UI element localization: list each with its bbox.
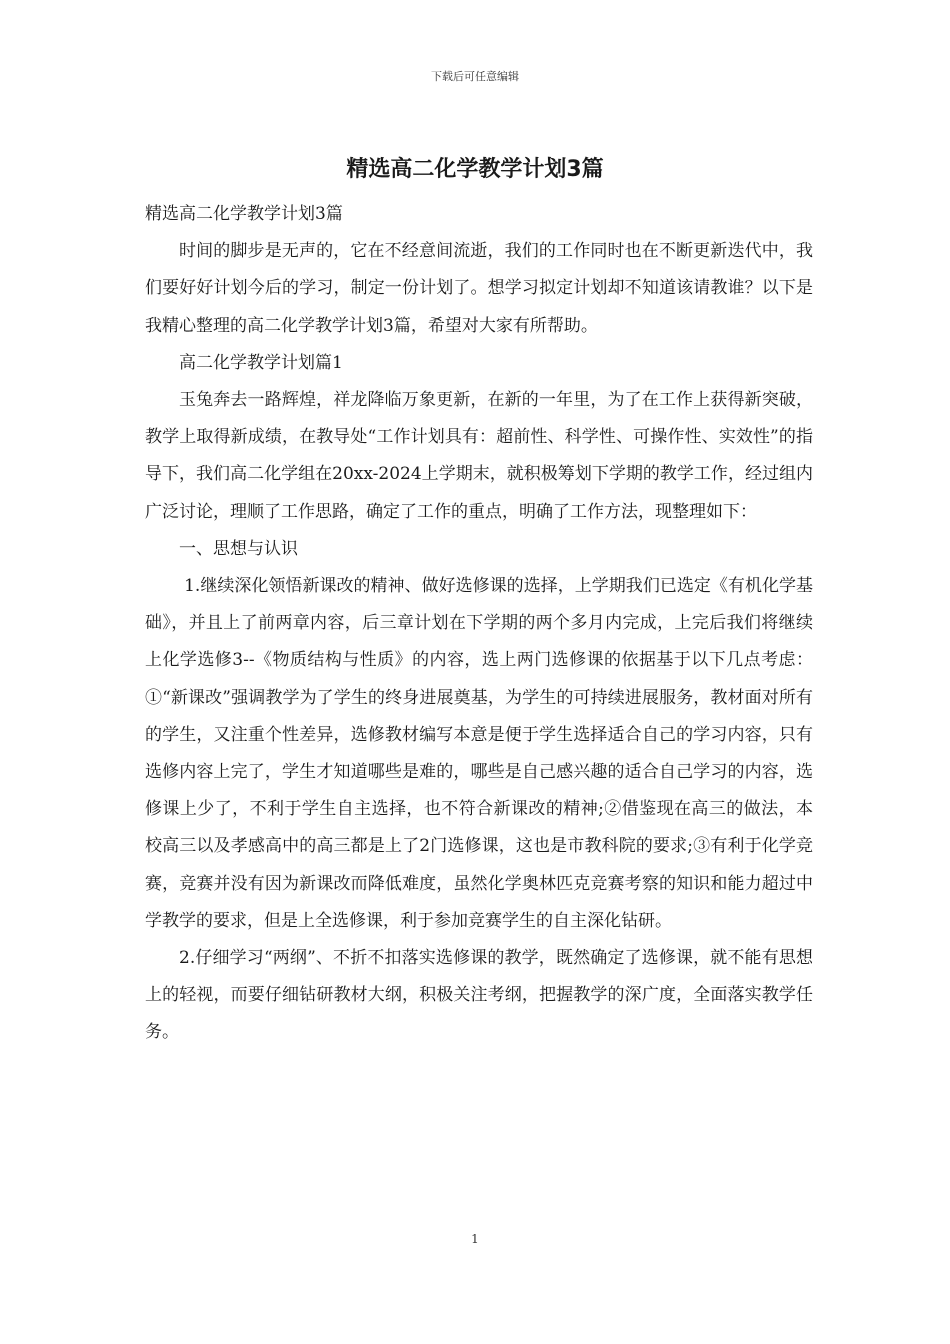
subtitle-paragraph: 精选高二化学教学计划3篇: [145, 204, 343, 224]
item-2-paragraph: 2.仔细学习“两纲”、不折不扣落实选修课的教学，既然确定了选修课，就不能有思想上的轻视，而要仔细钻研教材大纲，积极关注考纲，把握教学的深广度，全面落实教学任务。: [145, 948, 813, 1043]
plan-1-intro-paragraph: 玉兔奔去一路辉煌，祥龙降临万象更新，在新的一年里，为了在工作上获得新突破，教学上取得新成绩，在教导处“工作计划具有：超前性、科学性、可操作性、实效性”的指导下，我们高二化学组在20xx-2024上学期末，就积极筹划下学期的教学工作，经过组内广泛讨论，理顺了工作思路，确定了工作的重点，明确了工作方法，现整理如下：: [145, 390, 813, 522]
page-number: 1: [471, 1232, 479, 1246]
intro-paragraph: 时间的脚步是无声的，它在不经意间流逝，我们的工作同时也在不断更新迭代中，我们要好好计划今后的学习，制定一份计划了。想学习拟定计划却不知道该请教谁？以下是我精心整理的高二化学教学计划3篇，希望对大家有所帮助。: [145, 241, 813, 336]
document-body: [145, 196, 813, 1052]
section-heading-thought: 一、思想与认识: [179, 538, 298, 559]
page-header-note: 下载后可任意编辑: [431, 70, 519, 83]
document-title: 精选高二化学教学计划3篇: [346, 157, 604, 182]
section-heading-plan-1: 高二化学教学计划篇1: [179, 352, 343, 373]
item-1-paragraph: 1.继续深化领悟新课改的精神、做好选修课的选择，上学期我们已选定《有机化学基础》，并且上了前两章内容，后三章计划在下学期的两个多月内完成，上完后我们将继续上化学选修3--《物质结构与性质》的内容，选上两门选修课的依据基于以下几点考虑：①“新课改”强调教学为了学生的终身进展奠基，为学生的可持续进展服务，教材面对所有的学生，又注重个性差异，选修教材编写本意是便于学生选择适合自己的学习内容，只有选修内容上完了，学生才知道哪些是难的，哪些是自己感兴趣的适合自己学习的内容，选修课上少了，不利于学生自主选择，也不符合新课改的精神;②借鉴现在高三的做法，本校高三以及孝感高中的高三都是上了2门选修课，这也是市教科院的要求;③有利于化学竞赛，竞赛并没有因为新课改而降低难度，虽然化学奥林匹克竞赛考察的知识和能力超过中学教学的要求，但是上全选修课，利于参加竞赛学生的自主深化钻研。: [145, 576, 813, 931]
